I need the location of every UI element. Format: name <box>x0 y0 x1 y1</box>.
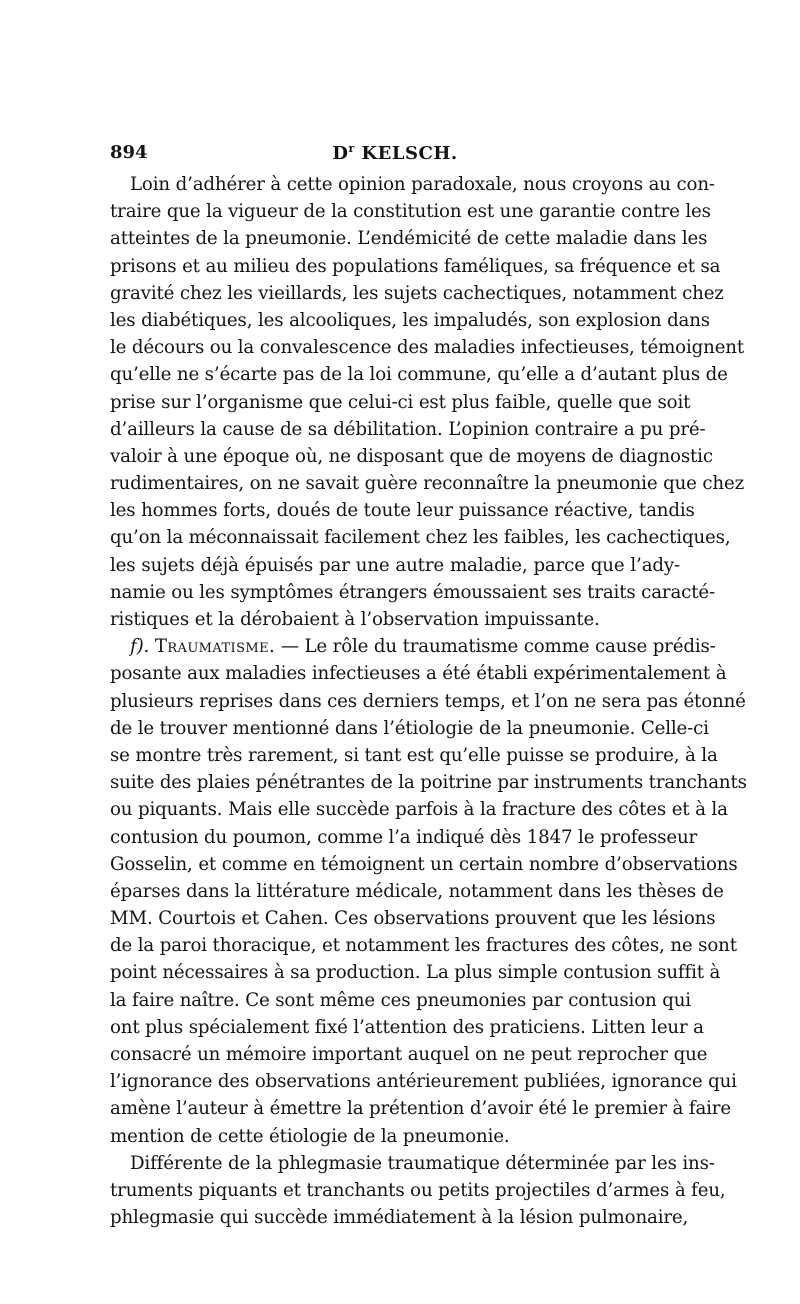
text-line: posante aux maladies infectieuses a été établi expérimentalement à <box>110 663 727 685</box>
text-line: de la paroi thoracique, et notamment les fractures des côtes, ne sont <box>110 935 737 957</box>
text-line: plusieurs reprises dans ces derniers temps, et l’on ne sera pas étonné <box>110 690 746 712</box>
text-line: point nécessaires à sa production. La plus simple contusion suffit à <box>110 962 721 984</box>
text-line: suite des plaies pénétrantes de la poitrine par instruments tranchants <box>110 772 747 794</box>
text-line: atteintes de la pneumonie. L’endémicité de cette maladie dans les <box>110 228 708 250</box>
author-name: KELSCH. <box>361 143 458 164</box>
text-line: MM. Courtois et Cahen. Ces observations prouvent que les lésions <box>110 908 716 930</box>
text-line: traire que la vigueur de la constitution est une garantie contre les <box>110 201 711 223</box>
text-line: namie ou les symptômes étrangers émoussaient ses traits caracté- <box>110 581 715 603</box>
text-line: prise sur l’organisme que celui-ci est plus faible, quelle que soit <box>110 391 691 413</box>
text-line: mention de cette étiologie de la pneumonie. <box>110 1125 510 1147</box>
paragraph-3 <box>110 1150 726 1232</box>
text-line: rudimentaires, on ne savait guère reconnaître la pneumonie que chez <box>110 473 745 495</box>
text-line: valoir à une époque où, ne disposant que de moyens de diagnostic <box>110 445 713 467</box>
section-heading-line <box>110 633 716 660</box>
text-line: Loin d’adhérer à cette opinion paradoxale, nous croyons au con- <box>130 174 715 195</box>
text-line: prisons et au milieu des populations faméliques, sa fréquence et sa <box>110 255 721 277</box>
text-line: de le trouver mentionné dans l’étiologie de la pneumonie. Celle-ci <box>110 717 709 739</box>
text-line: amène l’auteur à émettre la prétention d’avoir été le premier à faire <box>110 1098 731 1120</box>
text-line: les sujets déjà épuisés par une autre maladie, parce que l’ady- <box>110 554 680 576</box>
text-line: les hommes forts, doués de toute leur puissance réactive, tandis <box>110 500 695 522</box>
page-number: 894 <box>110 142 148 163</box>
text-line-rest: — Le rôle du traumatisme comme cause prédis- <box>280 636 716 658</box>
text-line: ristiques et la dérobaient à l’observation impuissante. <box>110 609 600 630</box>
text-line: phlegmasie qui succède immédiatement à la lésion pulmonaire, <box>110 1207 689 1229</box>
title-prefix: D <box>332 143 349 164</box>
text-line: Gosselin, et comme en témoignent un certain nombre d’observations <box>110 853 738 875</box>
running-head <box>110 142 680 168</box>
text-line: contusion du poumon, comme l’a indiqué dès 1847 le professeur <box>110 826 698 848</box>
text-line: se montre très rarement, si tant est qu’elle puisse se produire, à la <box>110 744 718 766</box>
paragraph-2 <box>110 633 747 1150</box>
title-superscript: r <box>348 142 355 155</box>
text-line: truments piquants et tranchants ou petits projectiles d’armes à feu, <box>110 1179 726 1201</box>
text-line: les diabétiques, les alcooliques, les impaludés, son explosion dans <box>110 309 710 331</box>
text-body <box>110 171 747 1231</box>
section-marker: f). <box>130 636 150 658</box>
text-line: ou piquants. Mais elle succède parfois à la fracture des côtes et à la <box>110 799 728 821</box>
text-line: consacré un mémoire important auquel on ne peut reprocher que <box>110 1044 708 1065</box>
text-line: la faire naître. Ce sont même ces pneumonies par contusion qui <box>110 989 691 1011</box>
paragraph-1 <box>110 171 745 633</box>
section-heading: Traumatisme. <box>154 636 276 658</box>
text-line: qu’on la méconnaissait facilement chez les faibles, les cachectiques, <box>110 527 731 549</box>
text-line: ont plus spécialement fixé l’attention des praticiens. Litten leur a <box>110 1016 704 1038</box>
text-line: l’ignorance des observations antérieurement publiées, ignorance qui <box>110 1071 737 1093</box>
text-line: d’ailleurs la cause de sa débilitation. L’opinion contraire a pu pré- <box>110 418 706 440</box>
running-title <box>110 142 680 164</box>
text-line: gravité chez les vieillards, les sujets cachectiques, notamment chez <box>110 282 724 304</box>
text-line: le décours ou la convalescence des maladies infectieuses, témoignent <box>110 337 745 359</box>
text-line: qu’elle ne s’écarte pas de la loi commune, qu’elle a d’autant plus de <box>110 364 728 386</box>
text-line: éparses dans la littérature médicale, notamment dans les thèses de <box>110 880 724 902</box>
text-line: Différente de la phlegmasie traumatique déterminée par les ins- <box>130 1152 715 1174</box>
